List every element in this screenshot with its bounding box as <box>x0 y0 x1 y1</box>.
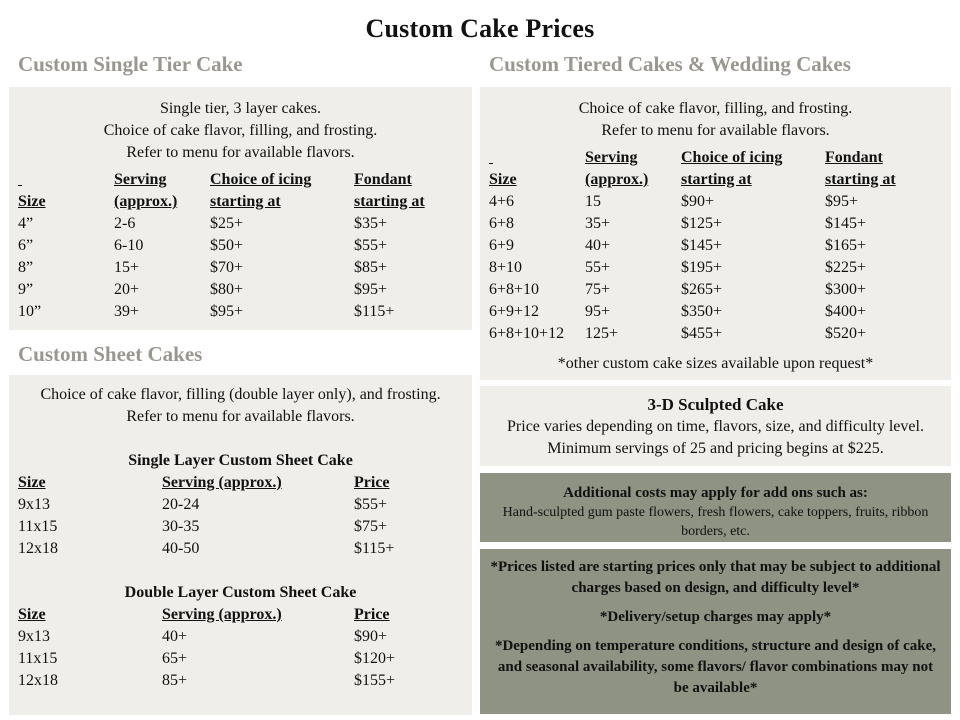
single-tier-heading: Custom Single Tier Cake <box>18 52 243 76</box>
size-column: Size 4” 6” 8” 9” 10” <box>18 193 46 320</box>
price-column: Price $90+ $120+ $155+ <box>354 606 396 689</box>
serving-column: Serving (approx.) 2-6 6-10 15+ 20+ 39+ <box>114 171 178 320</box>
tiered-intro: Choice of cake flavor, filling, and frosting. Refer to menu for available flavors. <box>578 100 853 139</box>
fondant-column: Fondant starting at $35+ $55+ $85+ $95+ $115+ <box>354 171 425 320</box>
tiered-note: *other custom cake sizes available upon request* <box>557 355 874 372</box>
price-column: Price $55+ $75+ $115+ <box>354 474 395 557</box>
notice-pricing: *Prices listed are starting prices only that may be subject to additional charges based on design, and difficulty level* <box>490 559 941 596</box>
notice-delivery: *Delivery/setup charges may apply* <box>599 609 832 625</box>
icing-column: Choice of icing starting at $90+ $125+ $145+ $195+ $265+ $350+ $455+ <box>681 149 783 342</box>
size-column: Size 4+6 6+8 6+9 8+10 6+8+10 6+9+12 6+8+10+12 <box>489 171 565 342</box>
sculpted-line-2: Minimum servings of 25 and pricing begins at $225. <box>547 440 884 457</box>
serving-column: Serving (approx.) 20-24 30-35 40-50 <box>162 474 282 557</box>
sculpted-title: 3-D Sculpted Cake <box>647 395 784 414</box>
tiered-cakes-panel <box>480 87 951 380</box>
serving-column: Serving (approx.) 40+ 65+ 85+ <box>162 606 282 689</box>
tiered-cakes-heading: Custom Tiered Cakes & Wedding Cakes <box>489 52 851 76</box>
page-title: Custom Cake Prices <box>365 14 595 43</box>
size-column: Size 9x13 11x15 12x18 <box>18 474 58 557</box>
size-column: Size 9x13 11x15 12x18 <box>18 606 58 689</box>
sculpted-cake-panel <box>480 386 951 466</box>
single-tier-intro: Single tier, 3 layer cakes. Choice of cake flavor, filling, and frosting. Refer to menu for available flavors. <box>103 100 378 161</box>
addons-panel <box>480 473 951 542</box>
single-layer-title: Single Layer Custom Sheet Cake <box>128 452 353 469</box>
double-layer-title: Double Layer Custom Sheet Cake <box>124 584 357 601</box>
sheet-cakes-heading: Custom Sheet Cakes <box>18 342 203 366</box>
sheet-intro: Choice of cake flavor, filling (double layer only), and frosting. Refer to menu for available flavors. <box>40 386 441 425</box>
notices-panel <box>480 549 951 714</box>
sheet-cakes-panel <box>9 375 472 715</box>
icing-column: Choice of icing starting at $25+ $50+ $70+ $80+ $95+ <box>210 171 312 320</box>
addons-body: Hand-sculpted gum paste flowers, fresh flowers, cake toppers, fruits, ribbon borders, etc. <box>502 505 929 539</box>
serving-column: Serving (approx.) 15 35+ 40+ 55+ 75+ 95+ 125+ <box>585 149 649 342</box>
notice-availability: *Depending on temperature conditions, structure and design of cake, and seasonal availability, some flavors/ flavor combinations may not be available* <box>494 638 937 696</box>
single-tier-panel <box>9 87 472 330</box>
fondant-column: Fondant starting at $95+ $145+ $165+ $225+ $300+ $400+ $520+ <box>825 149 896 342</box>
addons-title: Additional costs may apply for add ons such as: <box>563 485 868 501</box>
sculpted-line-1: Price varies depending on time, flavors, size, and difficulty level. <box>507 418 924 435</box>
